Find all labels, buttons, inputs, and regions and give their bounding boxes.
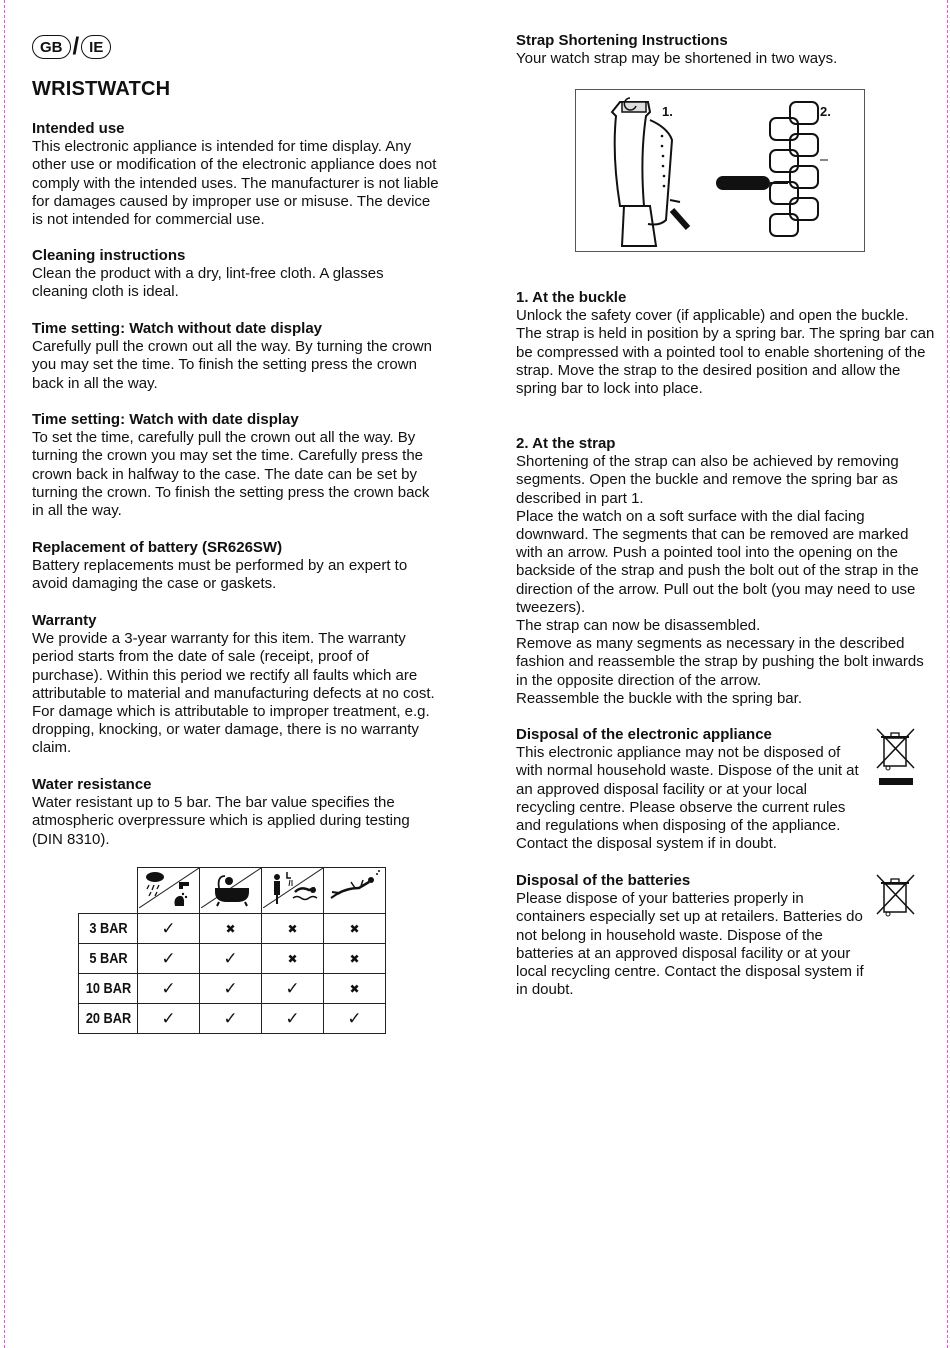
rating-mark bbox=[262, 914, 324, 944]
check-icon: ✓ bbox=[161, 1008, 176, 1029]
check-icon: ✓ bbox=[347, 1008, 362, 1029]
section-heading: Cleaning instructions bbox=[32, 247, 186, 264]
table-row bbox=[79, 944, 386, 974]
rating-mark bbox=[138, 914, 200, 944]
crossed-out-bin-icon bbox=[876, 728, 916, 793]
section-body: We provide a 3-year warranty for this item. The warranty period starts from the date of sale (receipt, proof of purchase). Within this period we rectify all faults which are attributable to material and manufacturing defects at no cost. For damage which is attributable to improper treatment, e.g. dropping, knocking, or water damage, there is no warranty claim. bbox=[32, 630, 435, 757]
rating-mark bbox=[138, 1004, 200, 1034]
rating-mark bbox=[262, 944, 324, 974]
section-heading: 1. At the buckle bbox=[516, 289, 627, 306]
rating-mark bbox=[324, 944, 386, 974]
cross-icon: ✖ bbox=[349, 951, 360, 966]
section-heading: Strap Shortening Instructions bbox=[516, 32, 728, 49]
section-body: Please dispose of your batteries properly in containers especially set up at retailers. Batteries do not belong in household waste. Dispose of the batteries at an approved disposal facility or at your local recycling centre. Contact the disposal system if in doubt. bbox=[516, 890, 864, 999]
cross-icon: ✖ bbox=[287, 921, 298, 936]
section-heading: 2. At the strap bbox=[516, 435, 616, 452]
section-body: This electronic appliance may not be disposed of with normal household waste. Dispose of the unit at an approved disposal facility or at your local recycling centre. Please observe the current rules and regulations when disposing of the appliance. Contact the disposal system if in doubt. bbox=[516, 744, 859, 853]
section-warranty bbox=[32, 612, 442, 758]
table-row bbox=[79, 1004, 386, 1034]
diving-icon bbox=[324, 868, 386, 914]
rating-mark bbox=[200, 1004, 262, 1034]
section-heading: Replacement of battery (SR626SW) bbox=[32, 539, 283, 556]
rain-splash-icon bbox=[138, 868, 200, 914]
rating-mark bbox=[138, 974, 200, 1004]
section-time-with-date bbox=[32, 411, 442, 520]
check-icon: ✓ bbox=[161, 918, 176, 939]
section-body: Clean the product with a dry, lint-free cloth. A glasses cleaning cloth is ideal. bbox=[32, 265, 384, 301]
table-row bbox=[79, 974, 386, 1004]
country-badge-gb: GB bbox=[32, 35, 71, 59]
section-heading: Disposal of the electronic appliance bbox=[516, 726, 772, 743]
section-body: Shortening of the strap can also be achieved by removing segments. Open the buckle and remove the spring bar as described in part 1. Place the watch on a soft surface with the dial facing downward. The segments that can be removed are marked with an arrow. Push a pointed tool into the opening on the backside of the strap and push the bolt out of the strap in the direction of the arrow. Pull out the bolt (you may need to use tweezers). The strap can now be disassembled. Remove as many segments as necessary in the described fashion and reassemble the strap by pushing the bolt inwards in the opposite direction of the arrow. Reassemble the buckle with the spring bar. bbox=[516, 453, 924, 707]
cross-icon: ✖ bbox=[349, 921, 360, 936]
country-badges bbox=[32, 35, 111, 59]
section-heading: Disposal of the batteries bbox=[516, 872, 691, 889]
table-row bbox=[79, 914, 386, 944]
rating-mark bbox=[138, 944, 200, 974]
bath-icon bbox=[200, 868, 262, 914]
row-label: 20 BAR bbox=[83, 1004, 133, 1034]
section-body: Your watch strap may be shortened in two ways. bbox=[516, 50, 838, 68]
cross-icon: ✖ bbox=[225, 921, 236, 936]
section-heading: Time setting: Watch without date display bbox=[32, 320, 323, 337]
crop-line-left bbox=[4, 0, 5, 1348]
row-label: 3 BAR bbox=[83, 914, 133, 944]
rating-mark bbox=[200, 944, 262, 974]
check-icon: ✓ bbox=[161, 948, 176, 969]
row-label: 10 BAR bbox=[83, 974, 133, 1004]
check-icon: ✓ bbox=[285, 1008, 300, 1029]
badge-separator: / bbox=[72, 33, 80, 60]
check-icon: ✓ bbox=[161, 978, 176, 999]
check-icon: ✓ bbox=[223, 948, 238, 969]
document-title: WRISTWATCH bbox=[32, 78, 171, 100]
country-badge-ie: IE bbox=[81, 35, 111, 59]
crop-line-right bbox=[947, 0, 948, 1348]
section-body: This electronic appliance is intended for time display. Any other use or modification of the electronic appliance does not comply with the intended uses. The manufacturer is not liable for damages caused by improper use or misuse. The device is not intended for commercial use. bbox=[32, 138, 439, 229]
section-body: Unlock the safety cover (if applicable) and open the buckle. The strap is held in position by a spring bar. The spring bar can be compressed with a pointed tool to enable shortening of the strap. Move the strap to the desired position and allow the spring bar to lock into place. bbox=[516, 307, 935, 398]
rating-mark bbox=[262, 1004, 324, 1034]
section-body: Battery replacements must be performed by an expert to avoid damaging the case or gaskets. bbox=[32, 557, 408, 593]
table-corner bbox=[83, 868, 133, 914]
section-strap-intro bbox=[516, 32, 936, 68]
section-disposal-appliance bbox=[516, 726, 866, 853]
row-label: 5 BAR bbox=[83, 944, 133, 974]
section-at-strap bbox=[516, 435, 936, 708]
section-heading: Time setting: Watch with date display bbox=[32, 411, 299, 428]
shower-swim-icon bbox=[262, 868, 324, 914]
section-body: To set the time, carefully pull the crown out all the way. By turning the crown you may set the time. Carefully press the crown back in halfway to the case. The date can be set by turning the crown. To finish the setting press the crown back in all the way. bbox=[32, 429, 430, 520]
section-heading: Intended use bbox=[32, 120, 125, 137]
cross-icon: ✖ bbox=[287, 951, 298, 966]
figure-label-1: 1. bbox=[662, 104, 673, 119]
section-body: Carefully pull the crown out all the way. By turning the crown you may set the time. To finish the setting press the crown back in all the way. bbox=[32, 338, 432, 392]
water-resistance-table bbox=[78, 867, 386, 1034]
check-icon: ✓ bbox=[223, 978, 238, 999]
section-cleaning bbox=[32, 247, 442, 302]
section-heading: Warranty bbox=[32, 612, 97, 629]
rating-mark bbox=[324, 914, 386, 944]
section-disposal-batteries bbox=[516, 872, 876, 999]
crossed-out-bin-icon bbox=[876, 874, 916, 923]
rating-mark bbox=[324, 974, 386, 1004]
table-header-row bbox=[79, 868, 386, 914]
section-time-no-date bbox=[32, 320, 442, 393]
figure-label-2: 2. bbox=[820, 104, 831, 119]
section-intended-use bbox=[32, 120, 442, 229]
section-heading: Water resistance bbox=[32, 776, 152, 793]
section-water-resistance bbox=[32, 776, 442, 849]
rating-mark bbox=[200, 914, 262, 944]
section-battery bbox=[32, 539, 442, 594]
rating-mark bbox=[200, 974, 262, 1004]
section-at-buckle bbox=[516, 289, 936, 398]
cross-icon: ✖ bbox=[349, 981, 360, 996]
rating-mark bbox=[262, 974, 324, 1004]
rating-mark bbox=[324, 1004, 386, 1034]
section-body: Water resistant up to 5 bar. The bar value specifies the atmospheric overpressure which is applied during testing (DIN 8310). bbox=[32, 794, 410, 848]
strap-illustration bbox=[575, 89, 865, 252]
check-icon: ✓ bbox=[285, 978, 300, 999]
check-icon: ✓ bbox=[223, 1008, 238, 1029]
